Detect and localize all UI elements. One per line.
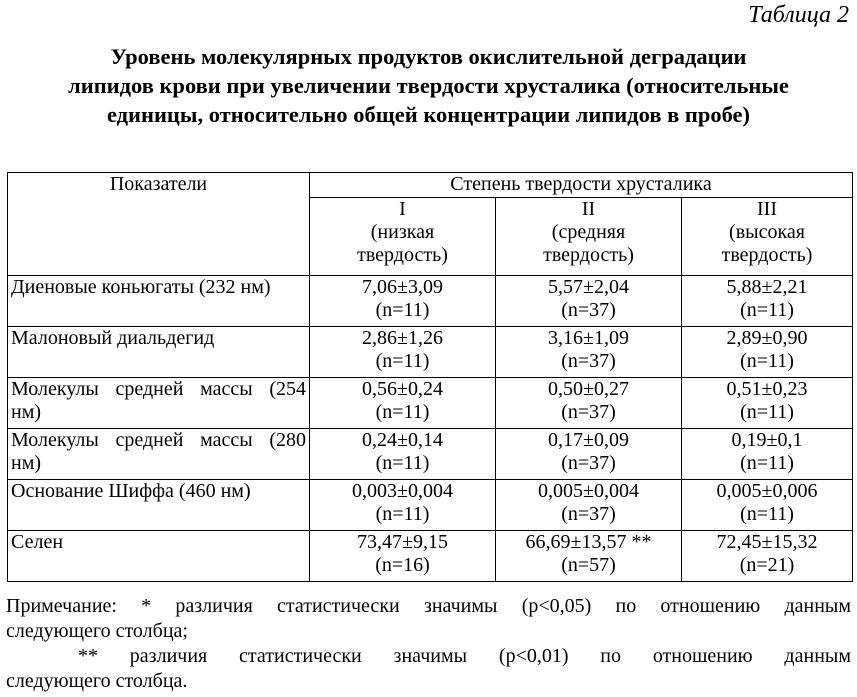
table-row [8,531,853,582]
table-cell [682,276,853,327]
header-row [8,173,853,198]
col-desc: (высокая [729,221,805,243]
col-desc: твердость) [543,244,634,266]
table-row [8,378,853,429]
table-cell [682,327,853,378]
table-label: Таблица 2 [748,2,849,28]
cell-value: 0,19±0,1 [731,429,803,451]
col-desc: (средняя [551,221,626,243]
cell-count: (n=37) [561,299,616,321]
note-line: следующего столбца. [6,670,188,692]
table-cell [496,531,682,582]
cell-value: 7,06±3,09 [362,276,443,298]
table-cell [682,480,853,531]
row-indicator: Основание Шиффа (460 нм) [8,480,310,531]
col-roman: I [399,198,406,220]
table-cell [496,429,682,480]
cell-count: (n=37) [561,401,616,423]
cell-value: 66,69±13,57 ** [525,531,652,553]
table-cell [682,378,853,429]
cell-value: 2,89±0,90 [726,327,808,349]
table-cell [310,327,496,378]
table-note [6,594,851,694]
col-desc: твердость) [721,244,813,266]
cell-count: (n=16) [375,554,430,576]
cell-count: (n=11) [375,350,430,372]
cell-count: (n=11) [740,503,794,525]
cell-count: (n=11) [740,299,794,321]
header-col-3 [682,198,853,276]
header-group: Степень твердости хрусталика [310,173,853,198]
cell-value: 5,88±2,21 [726,276,808,298]
note-line: ** различия статистически значимы (p<0,01) по отношению данным [78,645,851,667]
table-row [8,327,853,378]
table-cell [682,531,853,582]
cell-count: (n=11) [375,452,430,474]
cell-value: 0,50±0,27 [548,378,629,400]
cell-count: (n=11) [375,401,430,423]
cell-value: 0,003±0,004 [352,480,453,502]
table-cell [310,480,496,531]
header-col-2 [496,198,682,276]
table-cell [496,276,682,327]
cell-count: (n=11) [375,503,430,525]
cell-count: (n=21) [739,554,795,576]
cell-value: 0,51±0,23 [726,378,808,400]
cell-count: (n=37) [561,503,616,525]
cell-value: 0,005±0,006 [716,480,818,502]
table-cell [310,378,496,429]
note-line: следующего столбца; [6,620,188,642]
cell-value: 5,57±2,04 [548,276,629,298]
cell-value: 0,17±0,09 [548,429,629,451]
cell-value: 3,16±1,09 [548,327,629,349]
table-row [8,276,853,327]
title-line: липидов крови при увеличении твердости хрусталика (относительные [68,73,789,98]
data-table [7,172,853,582]
header-col-1 [310,198,496,276]
cell-count: (n=37) [561,350,616,372]
table-cell [310,429,496,480]
table-cell [496,327,682,378]
row-indicator: Диеновые коньюгаты (232 нм) [8,276,310,327]
table-cell [496,378,682,429]
table-row [8,480,853,531]
title-line: Уровень молекулярных продуктов окислительной деградации [110,44,747,69]
table-cell [310,531,496,582]
cell-value: 0,56±0,24 [362,378,443,400]
table-row [8,429,853,480]
note-line: Примечание: * различия статистически значимы (p<0,05) по отношению данным [6,595,851,617]
table-cell [310,276,496,327]
cell-count: (n=11) [740,350,794,372]
header-indicators: Показатели [8,173,310,276]
col-desc: (низкая [370,221,435,243]
row-indicator: Молекулы средней массы (254 нм) [8,378,310,429]
row-indicator: Молекулы средней массы (280 нм) [8,429,310,480]
col-roman: III [757,198,777,220]
row-indicator: Селен [8,531,310,582]
cell-count: (n=37) [561,452,616,474]
cell-count: (n=57) [561,554,616,576]
table-cell [496,480,682,531]
cell-value: 0,005±0,004 [538,480,639,502]
table-cell [682,429,853,480]
cell-count: (n=11) [740,401,794,423]
cell-count: (n=11) [740,452,794,474]
table-title [0,42,857,129]
col-desc: твердость) [357,244,448,266]
cell-value: 73,47±9,15 [357,531,448,553]
table-body [8,276,853,582]
title-line: единицы, относительно общей концентрации липидов в пробе) [106,102,751,127]
cell-value: 0,24±0,14 [362,429,443,451]
cell-count: (n=11) [375,299,430,321]
row-indicator: Малоновый диальдегид [8,327,310,378]
cell-value: 72,45±15,32 [716,531,818,553]
cell-value: 2,86±1,26 [362,327,443,349]
col-roman: II [581,198,596,220]
